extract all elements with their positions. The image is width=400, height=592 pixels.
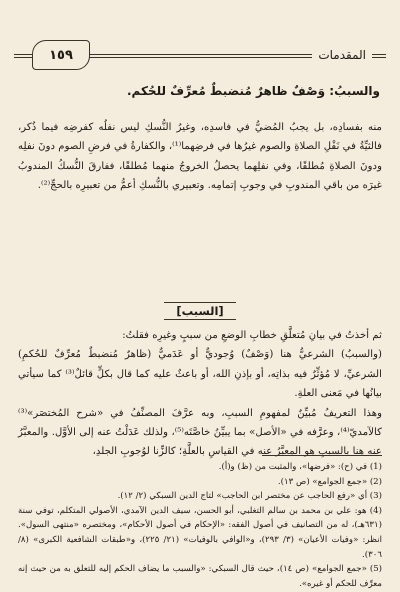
footnote: (2) «جمع الجوامع» (ص ١٣). <box>277 476 382 487</box>
footnote: (1) في (ح): «فرضها»، والمثبت من (ظ) و(أ). <box>218 462 382 472</box>
footnote: (3) أي «رفع الحاجب عن مختصر ابن الحاجب» لتاج الدين السبكي (٢/ ١٢). <box>117 491 382 502</box>
footnotes <box>18 460 382 591</box>
footnote: (5) «جمع الجوامع» (ص ١٤)، حيث قال السبكي: «والسبب ما يضاف الحكم إليه للتعلق به من حيث إنه معرِّف للحكم أو غيره». <box>18 564 383 589</box>
page-number: ١٥٩ <box>32 40 90 70</box>
main-text-block-1 <box>18 118 382 196</box>
main-text-block-2 <box>18 326 382 462</box>
definition-line: والسببُ: وَصْفٌ ظاهرٌ مُنضبطٌ مُعرِّفٌ للحُكم. <box>126 84 380 98</box>
section-heading <box>0 300 400 320</box>
running-title: المقدمات <box>312 42 372 68</box>
paragraph: منه بفسادِه، بل يجبُ المُضيُّ في فاسدِه، وغيرُ النُّسكِ ليس نفلُه كفرضِه فيما ذُكر، فالثيِّةُ في نَفْلِ الصلاةِ والصوم غيرُها في فرضِهما⁽¹⁾، والكفارةُ في فرضِ الصوم دونَ نفلِه ودونَ الصلاةِ مُطلقًا، وفي نفلِهما يحصلُ الخروجُ منهما مُطلقًا، ففارقَ النُّسكُ المندوبُ غيرَه من باقي المندوبِ في وجوبِ إتمامِه. وتعبيري بالنُّسكِ أعمُّ من تعبيرِه بالحجِّ⁽²⁾. <box>18 122 383 192</box>
footnote: (4) هو: علي بن محمد بن سالم التغلبي، أبو الحسن، سيف الدين الآمدي، الأصولي المتكلم، توفي سنة (٦٣١هـ)، له من التصانيف في أصول الفقه: «الإحكام في أصول الأحكام»، ومختصره «منتهى السول». انظر: «وفيات الأعيان» (٣/ ٢٩٣)، و«الوافي بالوفيات» (٢١/ ٢٢٥)، و«طبقات الشافعية الكبرى» (٨/ ٣٠٦). <box>18 505 382 560</box>
paragraph: ثم أخذتُ في بيانِ مُتعلَّقِ خطابِ الوضعِ من سببٍ وغيرِه فقلتُ: <box>122 330 382 341</box>
paragraph: وهذا التعريفُ مُبيِّنٌ لمفهومِ السببِ، وبه عرَّفَ المصنِّفُ في «شرح المُختصَر»⁽³⁾ كالآمديّ⁽⁴⁾، وعرَّفه في «الأصل» بما يبيِّنُ خاصَّتَه⁽⁵⁾، ولذلك عَدَلْتُ عنه إلى الأوَّل. والمعبَّرُ عنه هنا بالسببِ هو المعبَّرُ عنه في القياسِ بالعلَّةِ؛ كالزِّنا لوُجوبِ الجلدِ، <box>18 407 382 458</box>
page-header <box>14 40 386 70</box>
paragraph: (والسببُ) الشرعيُّ هنا (وَصْفٌ) وُجوديٌّ أو عَدَميٌّ (ظاهرٌ مُنضبطٌ مُعرِّفٌ للحُكمِ) الشرعيِّ، لا مُؤثِّرٌ فيه بذاتِه، أو بإذنِ الله، أو باعثٌ عليه كما قال بكلٍّ قائلٌ⁽³⁾ كما سيأتي بيانُها في مَعنى العلةِ. <box>18 349 382 400</box>
section-title: [السبب] <box>164 302 235 320</box>
footnote-separator <box>262 455 382 456</box>
